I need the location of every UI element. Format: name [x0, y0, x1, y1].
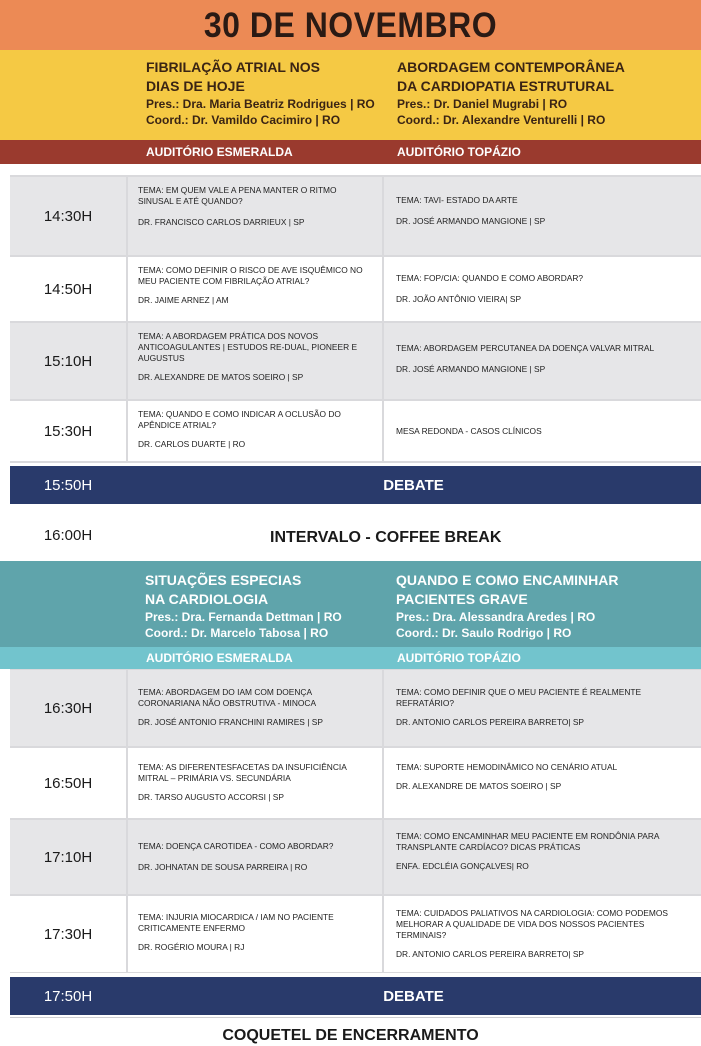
talk-speaker: DR. TARSO AUGUSTO ACCORSI | SP	[138, 792, 284, 802]
session-left-1	[146, 58, 375, 128]
auditorium-right: AUDITÓRIO TOPÁZIO	[397, 145, 521, 159]
right-talk	[384, 401, 701, 461]
divider	[10, 1017, 701, 1018]
session-right-1	[397, 58, 625, 128]
session-coordinator: Coord.: Dr. Saulo Rodrigo | RO	[396, 626, 572, 640]
left-talk	[128, 670, 382, 746]
talk-speaker: DR. ALEXANDRE DE MATOS SOEIRO | SP	[138, 372, 304, 382]
session-title-line2: DA CARDIOPATIA ESTRUTURAL	[397, 78, 614, 94]
table-row	[10, 670, 701, 746]
talk-topic: TEMA: CUIDADOS PALIATIVOS NA CARDIOLOGIA: COMO PODEMOS MELHORAR A QUALIDADE DE VIDA DOS NOSSOS PACIENTES TERMINAIS?	[396, 908, 668, 940]
talk-speaker: DR. ALEXANDRE DE MATOS SOEIRO | SP	[396, 781, 562, 791]
talk-speaker: DR. ANTONIO CARLOS PEREIRA BARRETO| SP	[396, 949, 585, 959]
date-banner	[0, 0, 701, 50]
debate-time: 15:50H	[43, 476, 93, 494]
session-coordinator: Coord.: Dr. Alexandre Venturelli | RO	[397, 113, 606, 127]
table-row	[10, 323, 701, 399]
break-time: 16:00H	[43, 527, 93, 544]
auditorium-left: AUDITÓRIO ESMERALDA	[146, 145, 293, 159]
session-title-line2: PACIENTES GRAVE	[396, 591, 528, 607]
talk-topic: MESA REDONDA - CASOS CLÍNICOS	[396, 426, 542, 436]
break-label: INTERVALO - COFFEE BREAK	[270, 529, 502, 546]
right-talk	[384, 323, 701, 399]
auditorium-right: AUDITÓRIO TOPÁZIO	[397, 651, 521, 665]
session-president: Pres.: Dra. Maria Beatriz Rodrigues | RO	[146, 97, 375, 111]
session-title-line1: SITUAÇÕES ESPECIAS	[145, 572, 302, 588]
talk-speaker: DR. JAIME ARNEZ | AM	[138, 295, 229, 305]
right-talk	[384, 257, 701, 321]
left-talk	[128, 896, 382, 972]
right-talk	[384, 177, 701, 255]
left-talk	[128, 748, 382, 818]
left-talk	[128, 177, 382, 255]
talk-topic: TEMA: ABORDAGEM PERCUTANEA DA DOENÇA VALVAR MITRAL	[396, 343, 655, 353]
talk-speaker: ENFA. EDCLÉIA GONÇALVES| RO	[396, 861, 529, 871]
session-president: Pres.: Dr. Daniel Mugrabi | RO	[397, 97, 568, 111]
talk-speaker: DR. JOÃO ANTÔNIO VIEIRA| SP	[396, 294, 522, 304]
talk-topic: TEMA: FOP/CIA: QUANDO E COMO ABORDAR?	[396, 273, 584, 283]
talk-topic: TEMA: TAVI- ESTADO DA ARTE	[396, 195, 518, 205]
row-time: 14:30H	[10, 177, 126, 255]
session-president: Pres.: Dra. Fernanda Dettman | RO	[145, 610, 342, 624]
table-row	[10, 177, 701, 255]
session-header-1	[0, 50, 701, 140]
table-row	[10, 401, 701, 461]
talk-topic: TEMA: EM QUEM VALE A PENA MANTER O RITMO SINUSAL E ATÉ QUANDO?	[138, 185, 337, 206]
talk-topic: TEMA: QUANDO E COMO INDICAR A OCLUSÃO DO APÊNDICE ATRIAL?	[138, 409, 341, 430]
right-talk	[384, 896, 701, 972]
left-talk	[128, 323, 382, 399]
session-title-line2: DIAS DE HOJE	[146, 78, 245, 94]
left-talk	[128, 401, 382, 461]
talk-speaker: DR. ANTONIO CARLOS PEREIRA BARRETO| SP	[396, 717, 585, 727]
row-time: 15:10H	[10, 323, 126, 399]
talk-topic: TEMA: AS DIFERENTESFACETAS DA INSUFICIÊNCIA MITRAL – PRIMÁRIA VS. SECUNDÁRIA	[138, 762, 347, 783]
talk-speaker: DR. CARLOS DUARTE | RO	[138, 439, 246, 449]
session-title-line2: NA CARDIOLOGIA	[145, 591, 269, 607]
debate-bar-2	[10, 977, 701, 1015]
talk-topic: TEMA: SUPORTE HEMODINÂMICO NO CENÁRIO ATUAL	[396, 762, 618, 772]
debate-time: 17:50H	[43, 987, 93, 1005]
session-coordinator: Coord.: Dr. Marcelo Tabosa | RO	[145, 626, 329, 640]
table-row	[10, 896, 701, 972]
row-time: 17:30H	[10, 896, 126, 972]
table-row	[10, 748, 701, 818]
talk-speaker: DR. JOSÉ ARMANDO MANGIONE | SP	[396, 216, 546, 226]
closing-label: COQUETEL DE ENCERRAMENTO	[222, 1027, 479, 1044]
talk-topic: TEMA: A ABORDAGEM PRÁTICA DOS NOVOS ANTICOAGULANTES | ESTUDOS RE-DUAL, PIONEER E AUGUSTUS	[138, 331, 358, 363]
session-left-2	[145, 571, 342, 641]
talk-speaker: DR. ROGÉRIO MOURA | RJ	[138, 942, 245, 952]
talk-topic: TEMA: ABORDAGEM DO IAM COM DOENÇA CORONARIANA NÃO OBSTRUTIVA - MINOCA	[138, 687, 317, 708]
auditorium-bar-2	[0, 647, 701, 669]
session-title-line1: ABORDAGEM CONTEMPORÂNEA	[397, 59, 625, 75]
talk-topic: TEMA: INJURIA MIOCARDICA / IAM NO PACIENTE CRITICAMENTE ENFERMO	[138, 912, 334, 933]
row-time: 17:10H	[10, 820, 126, 894]
session-coordinator: Coord.: Dr. Vamildo Cacimiro | RO	[146, 113, 341, 127]
row-time: 15:30H	[10, 401, 126, 461]
right-talk	[384, 748, 701, 818]
date-title: 30 DE NOVEMBRO	[203, 4, 498, 45]
session-title-line1: FIBRILAÇÃO ATRIAL NOS	[146, 59, 320, 75]
table-row	[10, 257, 701, 321]
right-talk	[384, 820, 701, 894]
talk-speaker: DR. JOSÉ ARMANDO MANGIONE | SP	[396, 364, 546, 374]
debate-bar-1	[10, 466, 701, 504]
session-header-2	[0, 561, 701, 647]
talk-topic: TEMA: COMO DEFINIR O RISCO DE AVE ISQUÊMICO NO MEU PACIENTE COM FIBRILAÇÃO ATRIAL?	[138, 265, 363, 286]
talk-topic: TEMA: COMO DEFINIR QUE O MEU PACIENTE É REALMENTE REFRATÁRIO?	[396, 687, 642, 708]
session-president: Pres.: Dra. Alessandra Aredes | RO	[396, 610, 596, 624]
left-talk	[128, 257, 382, 321]
talk-speaker: DR. JOSÉ ANTONIO FRANCHINI RAMIRES | SP	[138, 717, 323, 727]
talk-speaker: DR. JOHNATAN DE SOUSA PARREIRA | RO	[138, 862, 308, 872]
row-time: 16:30H	[10, 670, 126, 746]
talk-speaker: DR. FRANCISCO CARLOS DARRIEUX | SP	[138, 217, 305, 227]
debate-label: DEBATE	[383, 987, 444, 1005]
session-title-line1: QUANDO E COMO ENCAMINHAR	[396, 572, 619, 588]
row-time: 16:50H	[10, 748, 126, 818]
debate-label: DEBATE	[383, 476, 444, 494]
talk-topic: TEMA: DOENÇA CAROTIDEA - COMO ABORDAR?	[138, 841, 334, 851]
row-time: 14:50H	[10, 257, 126, 321]
auditorium-left: AUDITÓRIO ESMERALDA	[146, 651, 293, 665]
session-right-2	[396, 571, 618, 641]
table-row	[10, 820, 701, 894]
right-talk	[384, 670, 701, 746]
auditorium-bar-1	[0, 140, 701, 164]
left-talk	[128, 820, 382, 894]
talk-topic: TEMA: COMO ENCAMINHAR MEU PACIENTE EM RONDÔNIA PARA TRANSPLANTE CARDÍACO? DICAS PRÁTICAS	[396, 831, 660, 852]
